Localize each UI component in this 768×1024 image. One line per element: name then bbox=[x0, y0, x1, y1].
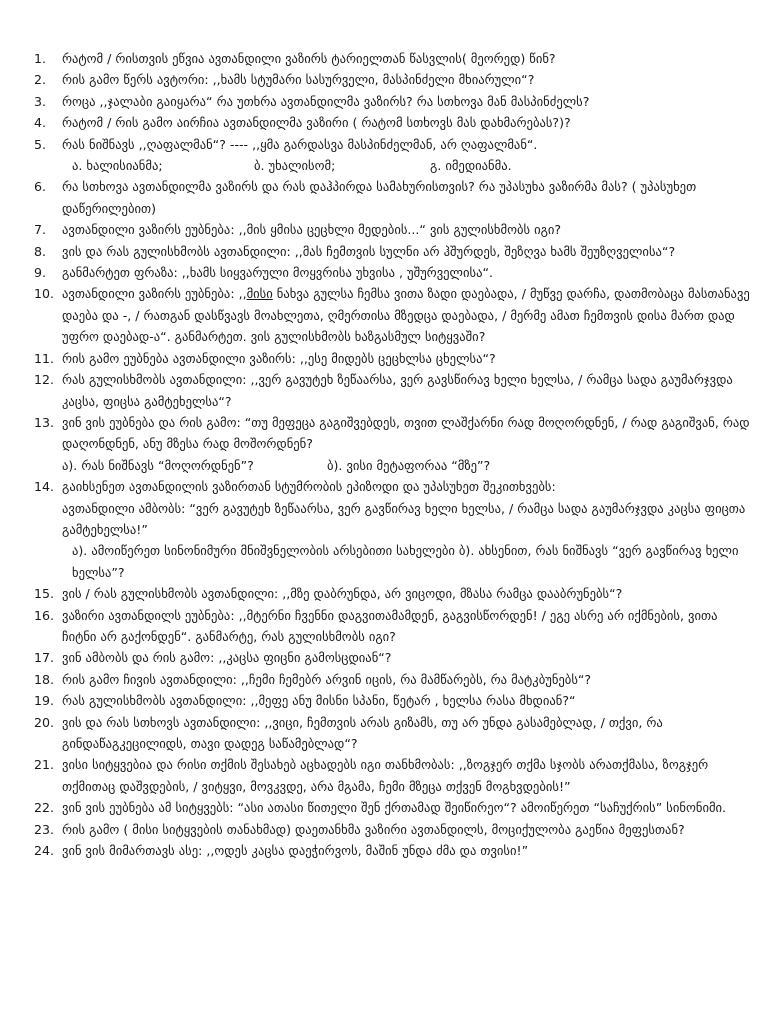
question-item bbox=[28, 176, 753, 219]
question-item bbox=[28, 754, 753, 797]
sub-question: ბ). ვისი მეტაფორაა “მზე”? bbox=[327, 457, 491, 473]
question-number: 19. bbox=[34, 693, 55, 709]
question-item bbox=[28, 797, 753, 818]
question-number: 5. bbox=[34, 136, 47, 152]
question-number: 24. bbox=[34, 843, 55, 859]
question-item bbox=[28, 219, 753, 240]
question-list bbox=[28, 48, 753, 861]
question-text: რა სთხოვა ავთანდილმა ვაზირს და რას დაჰპირდა სამახურისთვის? რა უპასუხა ვაზირმა მას? ( უპასუხეთ დაწერილებით) bbox=[62, 179, 697, 216]
question-text: ვინ ვის ეუბნება ამ სიტყვებს: “ასი ათასი წითელი შენ ქრთამად შეიწირეო“? ამოიწერეთ “საჩუქრის” სინონიმი. bbox=[62, 800, 727, 816]
question-item bbox=[28, 69, 753, 90]
question-number: 13. bbox=[34, 414, 55, 430]
question-number: 1. bbox=[34, 51, 47, 66]
question-number: 3. bbox=[34, 93, 47, 109]
question-item bbox=[28, 262, 753, 283]
question-item bbox=[28, 241, 753, 262]
question-item bbox=[28, 283, 753, 347]
question-text: განმარტეთ ფრაზა: ,,ხამს სიყვარული მოყვრისა უხვისა , უშურველისა“. bbox=[62, 265, 493, 281]
question-text: ვაზირი ავთანდილს ეუბნება: ,,მტერნი ჩვენნი დაგვითამამდენ, გაგვისწორდენ! / ეგე ასრე არ იქმნების, ვითა ჩიტნი არ გაქონდენ“. განმარტე, რას გულისხმობს იგი? bbox=[62, 607, 718, 644]
question-item bbox=[28, 412, 753, 476]
question-item bbox=[28, 819, 753, 840]
question-text: ვინ ამბობს და რის გამო: ,,კაცსა ფიცნი გამოსცდიან“? bbox=[62, 650, 392, 666]
question-number: 10. bbox=[34, 286, 55, 302]
question-text: ვის / რას გულისხმობს ავთანდილი: ,,მზე დაბრუნდა, არ ვიცოდი, მზასა რამცა დააბრუნებს“? bbox=[62, 586, 623, 602]
question-text: ვის და რას სთხოვს ავთანდილი: ,,ვიცი, ჩემთვის არას გიზამს, თუ არ უნდა გასამებლად, / თქვი, რა გინდაწაგკეცილიდს, თავი დადეგ საწამებლად“? bbox=[62, 714, 663, 751]
underlined-word: მისი bbox=[246, 286, 273, 302]
sub-question: ა). რას ნიშნავს “მოღორდნენ”? bbox=[62, 457, 254, 473]
question-item bbox=[28, 348, 753, 369]
sub-questions bbox=[62, 455, 753, 476]
question-number: 9. bbox=[34, 265, 47, 281]
question-number: 14. bbox=[34, 479, 55, 495]
question-text: ვისი სიტყვებია და რისი თქმის შესახებ აცხადებს იგი თანხმობას: ,,ზოგჯერ თქმა სჯობს არათქმასა, ზოგჯერ თქმითაც დაშვდების, / ვიტყვი, მოვკვდე, არა მგამა, ჩემი მზეცა თქვენ მოგხვდების!” bbox=[62, 757, 709, 794]
question-text: გაიხსენეთ ავთანდილის ვაზირთან სტუმრობის ეპიზოდი და უპასუხეთ შეკითხვებს: bbox=[62, 479, 556, 495]
question-text: რის გამო ( მისი სიტყვების თანახმად) დაეთანხმა ვაზირი ავთანდილს, მოციქულობა გაეწია მეფესთან? bbox=[62, 821, 685, 837]
question-number: 6. bbox=[34, 179, 47, 195]
question-item bbox=[28, 647, 753, 668]
question-number: 12. bbox=[34, 372, 55, 388]
question-number: 17. bbox=[34, 650, 55, 666]
question-text: რატომ / რის გამო აირჩია ავთანდილმა ვაზირი ( რატომ სთხოვს მას დახმარებას?)? bbox=[62, 115, 571, 131]
question-item bbox=[28, 669, 753, 690]
question-text: რის გამო წერს ავტორი: ,,ხამს სტუმარი სასურველი, მასპინძელი მხიარული“? bbox=[62, 72, 535, 88]
question-number: 11. bbox=[34, 350, 55, 366]
question-item bbox=[28, 369, 753, 412]
question-item bbox=[28, 712, 753, 755]
question-text: ვის და რას გულისხმობს ავთანდილი: ,,მას ჩემთვის სულნი არ ჰშურდეს, შეზღვა ხამს შეუზღველისა“? bbox=[62, 243, 676, 259]
question-number: 23. bbox=[34, 821, 55, 837]
question-number: 7. bbox=[34, 222, 47, 238]
question-item bbox=[28, 91, 753, 112]
question-text-lead: ავთანდილი ვაზირს ეუბნება: ,, bbox=[62, 286, 247, 302]
question-text: რის გამო ეუბნება ავთანდილი ვაზირს: ,,ესე მიდებს ცეცხლსა ცხელსა“? bbox=[62, 350, 496, 366]
question-number: 16. bbox=[34, 607, 55, 623]
question-item bbox=[28, 48, 753, 69]
question-number: 20. bbox=[34, 714, 55, 730]
question-number: 8. bbox=[34, 243, 47, 259]
question-text: ვინ ვის ეუბნება და რის გამო: “თუ მეფეცა გაგიშვებდეს, თვით ლაშქარნი რად მოღორდნენ, / რად გაგიშვან, რად დაღონდნენ, ანუ მზესა რად მოშორდნენ? bbox=[62, 414, 750, 452]
question-text: რას გულისხმობს ავთანდილი: ,,ვერ გავუტეხ ზეწაარსა, ვერ გავსწირავ ხელი ხელსა, / რამცა სადა გაუმარჯვდა კაცსა, ფიცსა გამტეხელსა“? bbox=[62, 372, 733, 409]
question-text: ვინ ვის მიმართავს ასე: ,,ოდეს კაცსა დაეჭირვოს, მაშინ უნდა ძმა და თვისი!” bbox=[62, 843, 529, 859]
question-item bbox=[28, 112, 753, 133]
question-text: რატომ / რისთვის ეწვია ავთანდილი ვაზირს ტარიელთან წასვლის( მეორედ) წინ? bbox=[62, 51, 556, 66]
question-number: 22. bbox=[34, 800, 55, 816]
question-item bbox=[28, 840, 753, 861]
answer-option: ა. ხალისიანმა; bbox=[72, 158, 163, 174]
question-item bbox=[28, 583, 753, 604]
question-number: 15. bbox=[34, 586, 55, 602]
answer-options bbox=[62, 155, 753, 176]
question-number: 18. bbox=[34, 671, 55, 687]
quotation: ავთანდილი ამბობს: “ვერ გავუტეხ ზეწაარსა, ვერ გავწირავ ხელი ხელსა, / რამცა სადა გაუმარჯვდა კაცსა ფიცთა გამტეხელსა!” bbox=[62, 500, 746, 537]
question-number: 4. bbox=[34, 115, 47, 131]
question-text: როცა ,,ჯალაბი გაიყარა“ რა უთხრა ავთანდილმა ვაზირს? რა სთხოვა მან მასპინძელს? bbox=[62, 93, 590, 109]
question-number: 21. bbox=[34, 757, 55, 773]
question-item bbox=[28, 476, 753, 583]
question-text: რას გულისხმობს ავთანდილი: ,,მეფე ანუ მისნი სპანი, წეტარ , ხელსა რასა მხდიან?“ bbox=[62, 693, 576, 709]
answer-option: გ. იმედიანმა. bbox=[430, 158, 512, 174]
question-text: ავთანდილი ვაზირს ეუბნება: ,,მის ყმისა ცეცხლი მედების...“ ვის გულისხმობს იგი? bbox=[62, 222, 562, 238]
question-text: ნახვა გულსა ჩემსა ვითა ზადი დაებადა, / მუწვე დარჩა, დათმობაცა მასთანავე დაება და -, / რათგან დასწვავს მოახლეთა, ღმერთისა მზედცა დაებადა, / მერმე ამათ ჩემთვის დისა მართ დად უფრო დაებად-ა“. განმარტეთ. ვის გულისხმობს ხაზგასმულ სიტყვაში? bbox=[62, 286, 750, 345]
question-text: რის გამო ჩივის ავთანდილი: ,,ჩემი ჩემებრ არვინ იცის, რა მამწარებს, რა მატკბუნებს“? bbox=[62, 671, 592, 687]
sub-questions: ა). ამოიწერეთ სინონიმური მნიშვნელობის არსებითი სახელები ბ). ახსენით, რას ნიშნავს “ვერ გავწირავ ხელი ხელსა”? bbox=[72, 543, 739, 580]
answer-option: ბ. უხალისომ; bbox=[254, 158, 336, 174]
question-item bbox=[28, 690, 753, 711]
question-text: რას ნიშნავს ,,ღაფალმან“? ---- ,,ყმა გარდასვა მასპინძელმან, არ ღაფალმან“. bbox=[62, 136, 538, 152]
question-number: 2. bbox=[34, 72, 47, 88]
question-item bbox=[28, 605, 753, 648]
question-item bbox=[28, 134, 753, 177]
